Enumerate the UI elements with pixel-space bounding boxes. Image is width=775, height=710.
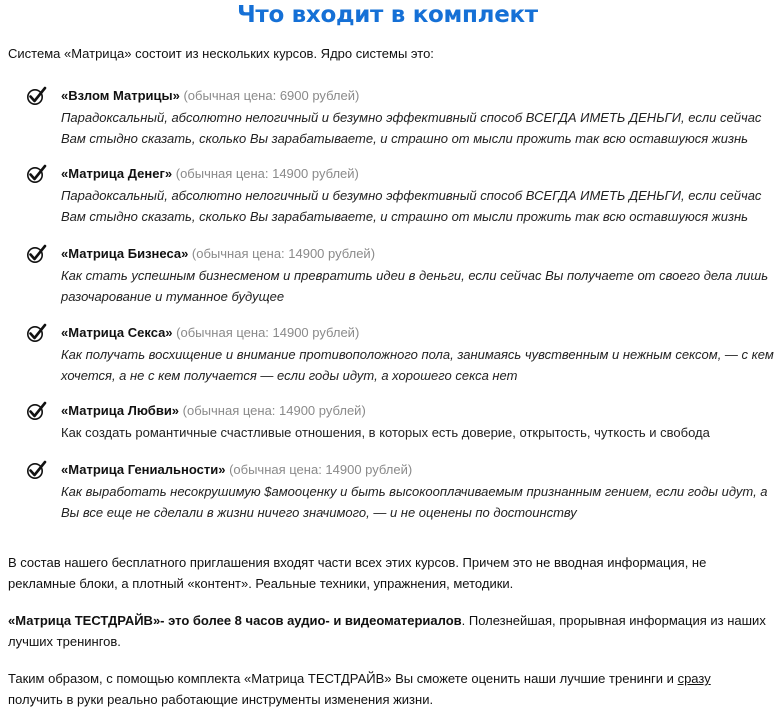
course-name: «Матрица Секса» <box>61 325 173 340</box>
intro-text: Система «Матрица» состоит из нескольких курсов. Ядро системы это: <box>8 46 434 61</box>
checkmark-icon <box>26 322 48 344</box>
course-item <box>26 246 775 306</box>
page-heading: Что входит в комплект <box>237 2 538 28</box>
course-item <box>26 403 775 463</box>
testdrive-bold-text: «Матрица ТЕСТДРАЙВ»- это более 8 часов аудио- и видеоматериалов <box>8 613 462 628</box>
course-name: «Матрица Любви» <box>61 403 180 418</box>
course-price: (обычная цена: 14900 рублей) <box>182 403 366 418</box>
course-price: (обычная цена: 14900 рублей) <box>191 246 376 261</box>
course-name: «Матрица Бизнеса» <box>61 246 189 261</box>
course-price: (обычная цена: 14900 рублей) <box>176 325 360 340</box>
course-description: Парадоксальный, абсолютно нелогичный и безумно эффективный способ ВСЕГДА ИМЕТЬ ДЕНЬГИ, если сейчас Вам стыдно сказать, сколько Вы зарабатываете, и страшно от мысли прожить так всю оставшуюся жизнь <box>61 188 762 224</box>
checkmark-icon <box>26 459 48 481</box>
course-price: (обычная цена: 6900 рублей) <box>183 88 360 103</box>
paragraph-conclusion <box>8 669 768 710</box>
checkmark-icon <box>26 163 48 185</box>
course-item <box>26 88 775 148</box>
paragraph-testdrive <box>8 611 768 652</box>
underlined-word: сразу <box>677 671 711 686</box>
course-item <box>26 166 775 226</box>
course-description: Как получать восхищение и внимание противоположного пола, занимаясь чувственным и нежным сексом, — с кем хочется, а не с кем получается — если годы идут, а хорошего секса нет <box>61 347 774 383</box>
course-heading <box>61 88 359 104</box>
course-price: (обычная цена: 14900 рублей) <box>175 166 359 181</box>
course-name: «Матрица Гениальности» <box>61 462 226 477</box>
course-description: Как создать романтичные счастливые отношения, в которых есть доверие, открытость, чуткость и свобода <box>61 425 710 440</box>
conclusion-text-after: получить в руки реально работающие инструменты изменения жизни. <box>8 691 434 707</box>
conclusion-text-before: Таким образом, с помощью комплекта «Матрица ТЕСТДРАЙВ» Вы сможете оценить наши лучшие тренинги и <box>8 671 678 686</box>
course-heading <box>61 462 412 478</box>
course-item <box>26 462 775 522</box>
testdrive-rest-text: . Полезнейшая, прорывная информация из наших лучших тренингов. <box>8 613 766 649</box>
course-description: Парадоксальный, абсолютно нелогичный и безумно эффективный способ ВСЕГДА ИМЕТЬ ДЕНЬГИ, если сейчас Вам стыдно сказать, сколько Вы зарабатываете, и страшно от мысли прожить так всю оставшуюся жизнь <box>61 110 762 146</box>
checkmark-icon <box>26 400 48 422</box>
course-heading <box>61 246 375 262</box>
checkmark-icon <box>26 243 48 265</box>
checkmark-icon <box>26 85 48 107</box>
course-name: «Матрица Денег» <box>61 166 173 181</box>
course-item <box>26 325 775 385</box>
course-name: «Взлом Матрицы» <box>61 88 180 103</box>
course-heading <box>61 166 359 182</box>
course-description: Как стать успешным бизнесменом и превратить идеи в деньги, если сейчас Вы получаете от своего дела лишь разочарование и туманное будущее <box>61 268 769 304</box>
course-description: Как выработать несокрушимую $амооценку и быть высокооплачиваемым признанным гением, если годы идут, а Вы все еще не сделали в жизни ничего значимого, — и не оценены по достоинству <box>61 484 768 520</box>
paragraph-included-parts: В состав нашего бесплатного приглашения входят части всех этих курсов. Причем это не вводная информация, не рекламные блоки, а плотный «контент». Реальные техники, упражнения, методики. <box>8 555 707 591</box>
course-price: (обычная цена: 14900 рублей) <box>229 462 413 477</box>
course-heading <box>61 325 359 341</box>
course-heading <box>61 403 366 419</box>
